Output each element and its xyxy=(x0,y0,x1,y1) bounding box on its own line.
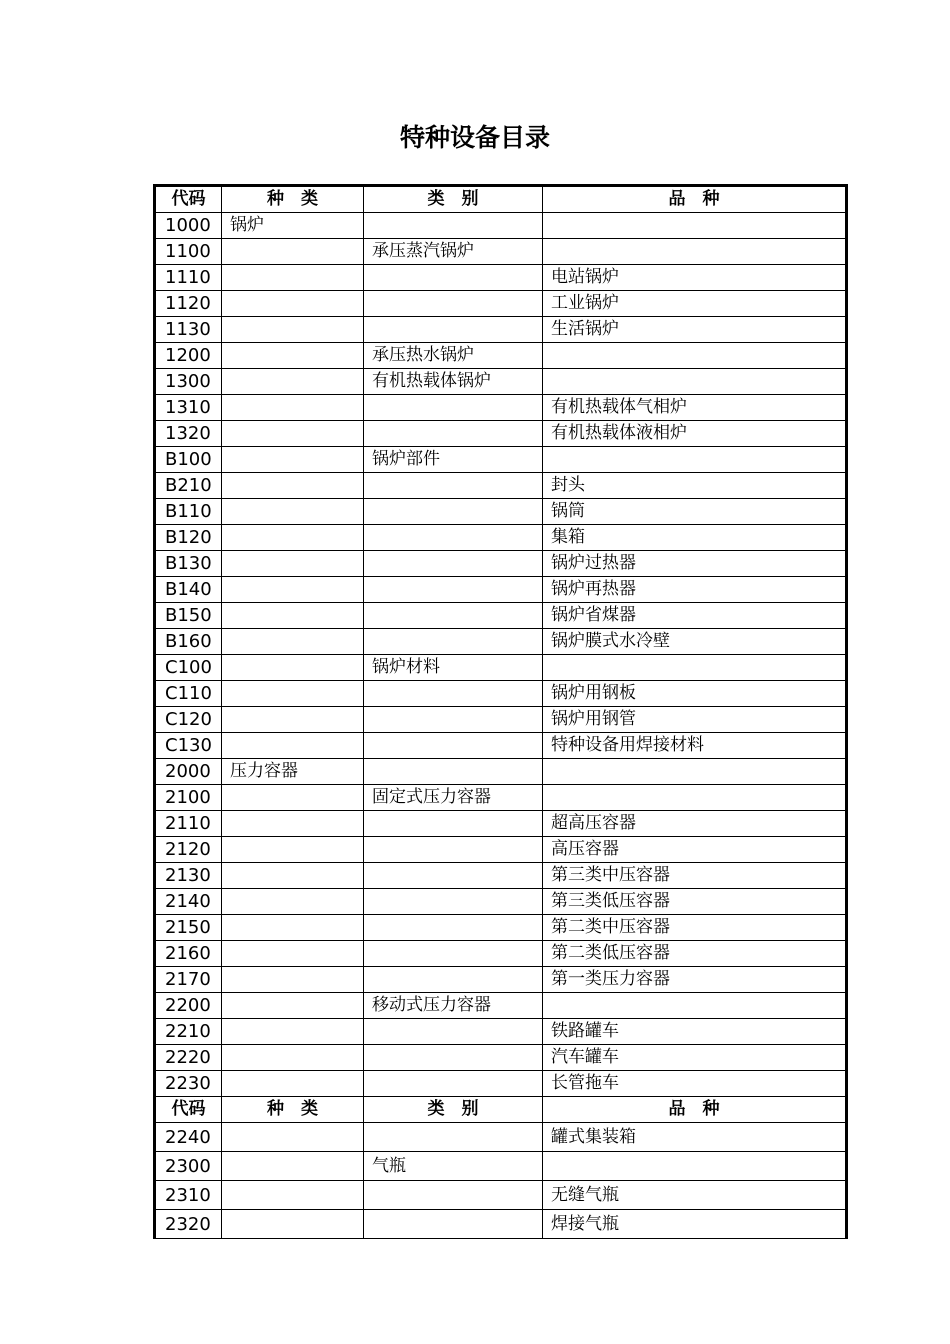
code-cell: 2140 xyxy=(155,889,222,915)
code-cell: B130 xyxy=(155,551,222,577)
kind-cell xyxy=(222,343,364,369)
table-row xyxy=(155,915,847,941)
kind-cell xyxy=(222,811,364,837)
table-row xyxy=(155,1019,847,1045)
variety-cell: 第三类中压容器 xyxy=(543,863,847,889)
table-row xyxy=(155,863,847,889)
category-cell xyxy=(364,1045,543,1071)
kind-cell xyxy=(222,915,364,941)
variety-cell: 生活锅炉 xyxy=(543,317,847,343)
category-cell xyxy=(364,291,543,317)
code-cell: 2130 xyxy=(155,863,222,889)
kind-cell xyxy=(222,577,364,603)
code-cell: 1300 xyxy=(155,369,222,395)
page-title: 特种设备目录 xyxy=(399,123,550,152)
kind-cell xyxy=(222,291,364,317)
kind-cell xyxy=(222,681,364,707)
kind-cell xyxy=(222,863,364,889)
header-code: 代码 xyxy=(155,186,222,213)
code-cell: 2320 xyxy=(155,1210,222,1239)
code-cell: 2170 xyxy=(155,967,222,993)
variety-cell: 超高压容器 xyxy=(543,811,847,837)
code-cell: C110 xyxy=(155,681,222,707)
code-cell: 2300 xyxy=(155,1152,222,1181)
variety-cell xyxy=(543,239,847,265)
variety-cell: 集箱 xyxy=(543,525,847,551)
table-row xyxy=(155,499,847,525)
table-row xyxy=(155,551,847,577)
variety-cell: 锅炉再热器 xyxy=(543,577,847,603)
code-cell: B150 xyxy=(155,603,222,629)
kind-cell xyxy=(222,785,364,811)
kind-cell xyxy=(222,1210,364,1239)
variety-cell: 焊接气瓶 xyxy=(543,1210,847,1239)
equipment-catalog-table xyxy=(153,184,848,1239)
table-row xyxy=(155,1071,847,1097)
category-cell xyxy=(364,395,543,421)
category-cell xyxy=(364,1210,543,1239)
code-cell: 1200 xyxy=(155,343,222,369)
category-cell xyxy=(364,317,543,343)
kind-cell xyxy=(222,889,364,915)
variety-cell: 锅炉用钢管 xyxy=(543,707,847,733)
header-variety: 品 种 xyxy=(543,1097,847,1123)
header-category: 类 别 xyxy=(364,1097,543,1123)
table-row xyxy=(155,733,847,759)
code-cell: B120 xyxy=(155,525,222,551)
code-cell: 2150 xyxy=(155,915,222,941)
code-cell: 2240 xyxy=(155,1123,222,1152)
category-cell: 固定式压力容器 xyxy=(364,785,543,811)
table-row xyxy=(155,1152,847,1181)
category-cell xyxy=(364,889,543,915)
code-cell: 2160 xyxy=(155,941,222,967)
kind-cell xyxy=(222,837,364,863)
kind-cell xyxy=(222,447,364,473)
code-cell: 2120 xyxy=(155,837,222,863)
code-cell: B160 xyxy=(155,629,222,655)
variety-cell: 锅筒 xyxy=(543,499,847,525)
variety-cell: 特种设备用焊接材料 xyxy=(543,733,847,759)
variety-cell xyxy=(543,785,847,811)
category-cell xyxy=(364,629,543,655)
kind-cell xyxy=(222,499,364,525)
category-cell xyxy=(364,1019,543,1045)
variety-cell: 第二类中压容器 xyxy=(543,915,847,941)
kind-cell xyxy=(222,369,364,395)
table-row xyxy=(155,421,847,447)
code-cell: 1000 xyxy=(155,213,222,239)
kind-cell xyxy=(222,421,364,447)
kind-cell xyxy=(222,551,364,577)
category-cell xyxy=(364,1071,543,1097)
variety-cell: 锅炉过热器 xyxy=(543,551,847,577)
variety-cell xyxy=(543,343,847,369)
table-row xyxy=(155,1123,847,1152)
header-category: 类 别 xyxy=(364,186,543,213)
header-variety: 品 种 xyxy=(543,186,847,213)
table-row xyxy=(155,785,847,811)
category-cell: 承压热水锅炉 xyxy=(364,343,543,369)
variety-cell xyxy=(543,369,847,395)
category-cell xyxy=(364,759,543,785)
category-cell xyxy=(364,681,543,707)
variety-cell xyxy=(543,655,847,681)
code-cell: 2000 xyxy=(155,759,222,785)
table-row xyxy=(155,395,847,421)
variety-cell: 第三类低压容器 xyxy=(543,889,847,915)
header-kind: 种 类 xyxy=(222,186,364,213)
category-cell xyxy=(364,915,543,941)
code-cell: 1110 xyxy=(155,265,222,291)
variety-cell: 有机热载体液相炉 xyxy=(543,421,847,447)
code-cell: B100 xyxy=(155,447,222,473)
category-cell xyxy=(364,837,543,863)
variety-cell: 铁路罐车 xyxy=(543,1019,847,1045)
kind-cell xyxy=(222,1071,364,1097)
table-row xyxy=(155,837,847,863)
variety-cell xyxy=(543,213,847,239)
table-row xyxy=(155,473,847,499)
table-row xyxy=(155,213,847,239)
variety-cell: 锅炉膜式水冷壁 xyxy=(543,629,847,655)
table-row xyxy=(155,1210,847,1239)
variety-cell: 无缝气瓶 xyxy=(543,1181,847,1210)
variety-cell: 第一类压力容器 xyxy=(543,967,847,993)
header-code: 代码 xyxy=(155,1097,222,1123)
variety-cell: 有机热载体气相炉 xyxy=(543,395,847,421)
table-row xyxy=(155,967,847,993)
table-row xyxy=(155,707,847,733)
table-row xyxy=(155,941,847,967)
kind-cell xyxy=(222,603,364,629)
variety-cell: 工业锅炉 xyxy=(543,291,847,317)
kind-cell xyxy=(222,265,364,291)
variety-cell: 封头 xyxy=(543,473,847,499)
category-cell xyxy=(364,473,543,499)
table-row xyxy=(155,655,847,681)
category-cell: 锅炉材料 xyxy=(364,655,543,681)
code-cell: 2100 xyxy=(155,785,222,811)
kind-cell xyxy=(222,525,364,551)
table-row xyxy=(155,993,847,1019)
category-cell xyxy=(364,577,543,603)
variety-cell xyxy=(543,447,847,473)
variety-cell: 罐式集装箱 xyxy=(543,1123,847,1152)
table-row xyxy=(155,317,847,343)
table-row xyxy=(155,889,847,915)
kind-cell xyxy=(222,1019,364,1045)
table-row xyxy=(155,369,847,395)
category-cell xyxy=(364,525,543,551)
table-row xyxy=(155,603,847,629)
category-cell xyxy=(364,863,543,889)
category-cell: 气瓶 xyxy=(364,1152,543,1181)
kind-cell xyxy=(222,1152,364,1181)
category-cell xyxy=(364,265,543,291)
kind-cell xyxy=(222,473,364,499)
category-cell xyxy=(364,811,543,837)
category-cell xyxy=(364,1123,543,1152)
code-cell: 1100 xyxy=(155,239,222,265)
table-row xyxy=(155,265,847,291)
table-row xyxy=(155,447,847,473)
table-row xyxy=(155,1045,847,1071)
code-cell: C120 xyxy=(155,707,222,733)
code-cell: 1120 xyxy=(155,291,222,317)
variety-cell: 锅炉用钢板 xyxy=(543,681,847,707)
code-cell: C130 xyxy=(155,733,222,759)
category-cell xyxy=(364,213,543,239)
table-row xyxy=(155,343,847,369)
category-cell xyxy=(364,551,543,577)
variety-cell: 电站锅炉 xyxy=(543,265,847,291)
category-cell xyxy=(364,941,543,967)
variety-cell: 长管拖车 xyxy=(543,1071,847,1097)
variety-cell: 第二类低压容器 xyxy=(543,941,847,967)
kind-cell xyxy=(222,629,364,655)
kind-cell: 压力容器 xyxy=(222,759,364,785)
category-cell: 承压蒸汽锅炉 xyxy=(364,239,543,265)
table-body xyxy=(155,186,847,1239)
kind-cell: 锅炉 xyxy=(222,213,364,239)
code-cell: 2220 xyxy=(155,1045,222,1071)
variety-cell: 汽车罐车 xyxy=(543,1045,847,1071)
category-cell xyxy=(364,707,543,733)
kind-cell xyxy=(222,967,364,993)
kind-cell xyxy=(222,733,364,759)
code-cell: 2310 xyxy=(155,1181,222,1210)
category-cell: 有机热载体锅炉 xyxy=(364,369,543,395)
code-cell: 1310 xyxy=(155,395,222,421)
kind-cell xyxy=(222,655,364,681)
kind-cell xyxy=(222,707,364,733)
code-cell: 2210 xyxy=(155,1019,222,1045)
category-cell: 移动式压力容器 xyxy=(364,993,543,1019)
code-cell: B110 xyxy=(155,499,222,525)
kind-cell xyxy=(222,941,364,967)
kind-cell xyxy=(222,239,364,265)
kind-cell xyxy=(222,1123,364,1152)
kind-cell xyxy=(222,993,364,1019)
category-cell xyxy=(364,499,543,525)
variety-cell xyxy=(543,759,847,785)
header-kind: 种 类 xyxy=(222,1097,364,1123)
table-header-row xyxy=(155,186,847,213)
table-row xyxy=(155,577,847,603)
category-cell xyxy=(364,603,543,629)
code-cell: 2200 xyxy=(155,993,222,1019)
table-header-row-repeat xyxy=(155,1097,847,1123)
code-cell: 1320 xyxy=(155,421,222,447)
variety-cell: 高压容器 xyxy=(543,837,847,863)
table-row xyxy=(155,811,847,837)
category-cell xyxy=(364,967,543,993)
variety-cell xyxy=(543,993,847,1019)
variety-cell xyxy=(543,1152,847,1181)
table-row xyxy=(155,525,847,551)
table-row xyxy=(155,1181,847,1210)
kind-cell xyxy=(222,1045,364,1071)
code-cell: 1130 xyxy=(155,317,222,343)
table-row xyxy=(155,291,847,317)
variety-cell: 锅炉省煤器 xyxy=(543,603,847,629)
code-cell: B140 xyxy=(155,577,222,603)
table-row xyxy=(155,239,847,265)
category-cell xyxy=(364,733,543,759)
code-cell: C100 xyxy=(155,655,222,681)
category-cell xyxy=(364,421,543,447)
kind-cell xyxy=(222,317,364,343)
kind-cell xyxy=(222,1181,364,1210)
category-cell xyxy=(364,1181,543,1210)
code-cell: 2230 xyxy=(155,1071,222,1097)
table-row xyxy=(155,629,847,655)
code-cell: B210 xyxy=(155,473,222,499)
table-row xyxy=(155,681,847,707)
kind-cell xyxy=(222,395,364,421)
category-cell: 锅炉部件 xyxy=(364,447,543,473)
code-cell: 2110 xyxy=(155,811,222,837)
table-row xyxy=(155,759,847,785)
